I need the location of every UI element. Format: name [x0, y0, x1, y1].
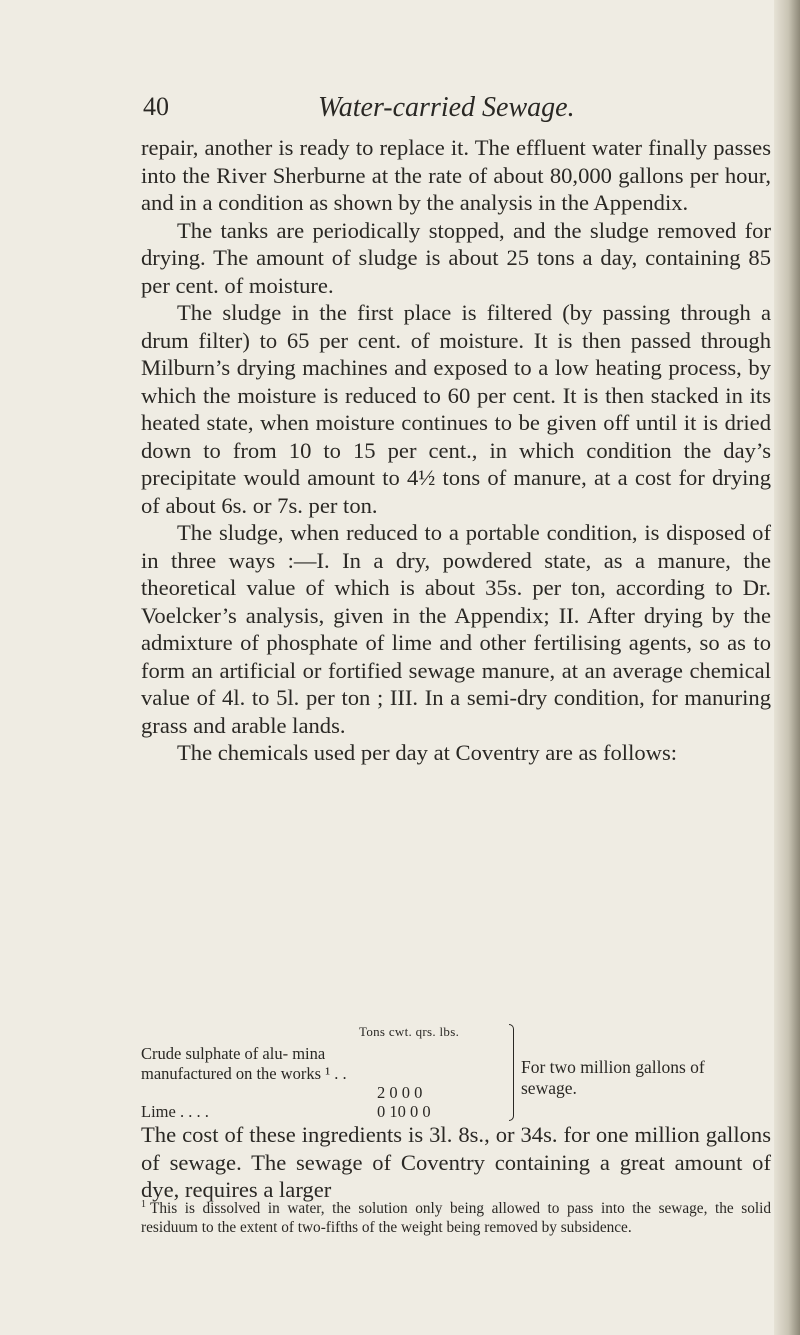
paragraph: The sludge in the first place is filtered (by passing through a drum filter) to 65 per cent. of moisture. It is then passed through Milburn’s drying machines and exposed to a low heating process, by which the moisture is reduced to 60 per cent. It is then stacked in its heated state, when moisture continues to be given off until it is dried down to from 10 to 15 per cent., in which condition the day’s precipitate would amount to 4½ tons of manure, at a cost for drying of about 6s. or 7s. per ton.: [141, 300, 771, 518]
table-row-label: Crude sulphate of alu- mina manufactured on the works ¹ . .: [141, 1044, 347, 1083]
body-text: [141, 134, 771, 767]
page-edge: [774, 0, 800, 1335]
chemicals-table: [141, 1022, 771, 1120]
table-row-values: 2 0 0 0: [377, 1083, 423, 1102]
footnote: [141, 1195, 771, 1237]
page-header: [143, 92, 763, 132]
paragraph: The sludge, when reduced to a portable condition, is disposed of in three ways :—I. In a dry, powdered state, as a manure, the theoretical value of which is about 35s. per ton, according to Dr. Voelcker’s analysis, given in the Appendix; II. After drying by the admixture of phosphate of lime and other fertilising agents, so as to form an artificial or fortified sewage manure, at an average chemical value of 4l. to 5l. per ton ; III. In a semi-dry condition, for manuring grass and arable lands.: [141, 520, 771, 738]
body-text-continued: [141, 1121, 771, 1204]
table-note: For two million gallons of sewage.: [521, 1057, 705, 1098]
table-row-values: 0 10 0 0: [377, 1102, 431, 1121]
page-number: 40: [143, 92, 169, 121]
footnote-marker: 1: [141, 1199, 146, 1210]
table-row-label: Lime . . . .: [141, 1102, 209, 1121]
paragraph: The tanks are periodically stopped, and the sludge removed for drying. The amount of sludge is about 25 tons a day, containing 85 per cent. of moisture.: [141, 217, 771, 298]
paragraph: The cost of these ingredients is 3l. 8s., or 34s. for one million gallons of sewage. The sewage of Coventry containing a great amount of dye, requires a larger: [141, 1122, 771, 1202]
brace: [509, 1024, 514, 1121]
table-column-header: Tons cwt. qrs. lbs.: [359, 1024, 460, 1039]
running-title: Water-carried Sewage.: [318, 92, 575, 123]
paragraph: The chemicals used per day at Coventry are as follows:: [177, 740, 678, 765]
paragraph: repair, another is ready to replace it. The effluent water finally passes into the River Sherburne at the rate of about 80,000 gallons per hour, and in a condition as shown by the analysis in the Appendix.: [141, 135, 771, 215]
footnote-text: This is dissolved in water, the solution only being allowed to pass into the sewage, the solid residuum to the extent of two-fifths of the weight being removed by subsidence.: [141, 1200, 771, 1237]
